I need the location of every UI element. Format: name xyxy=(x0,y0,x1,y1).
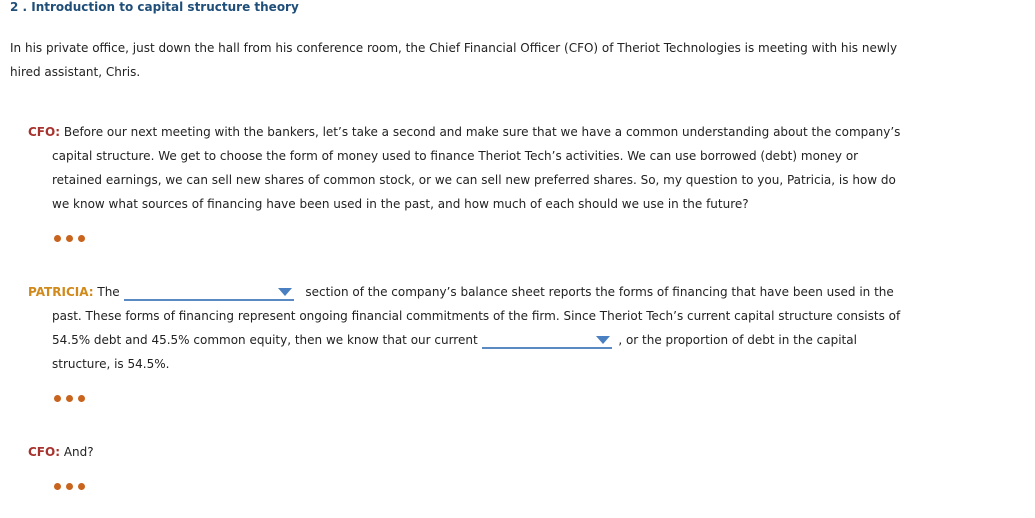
chevron-down-icon xyxy=(278,288,292,296)
balance-sheet-section-dropdown[interactable] xyxy=(124,285,294,301)
cfo-speech-2 xyxy=(28,440,918,464)
dot xyxy=(66,395,73,402)
patricia-speaker-label: PATRICIA: xyxy=(28,285,94,299)
intro-paragraph xyxy=(10,36,920,84)
capital-structure-dropdown[interactable] xyxy=(482,333,612,349)
patricia-line-4: structure, is 54.5%. xyxy=(52,357,170,371)
dot xyxy=(54,395,61,402)
page-title: 2 . Introduction to capital structure theory xyxy=(10,0,299,14)
cfo-line-1: Before our next meeting with the bankers, let’s take a second and make sure that we have a common understanding about the company’s xyxy=(63,125,901,139)
intro-line-2: hired assistant, Chris. xyxy=(10,65,141,79)
dot xyxy=(78,395,85,402)
intro-line-1: In his private office, just down the hall from his conference room, the Chief Financial Officer (CFO) of Theriot Technologies is meeting with his newly xyxy=(10,41,898,55)
continue-dots-1[interactable] xyxy=(54,235,85,242)
dot xyxy=(54,235,61,242)
cfo-reply: And? xyxy=(63,445,94,459)
dot xyxy=(66,483,73,490)
cfo-speech-1 xyxy=(28,120,918,216)
patricia-text-pre-3: 54.5% debt and 45.5% common equity, then we know that our current xyxy=(52,333,478,347)
continue-dots-2[interactable] xyxy=(54,395,85,402)
patricia-text-post-3: , or the proportion of debt in the capital xyxy=(618,333,857,347)
dot xyxy=(66,235,73,242)
patricia-speech xyxy=(28,280,918,376)
dot xyxy=(78,483,85,490)
patricia-text-pre-1: The xyxy=(97,285,120,299)
cfo-speaker-label: CFO: xyxy=(28,445,61,459)
dot xyxy=(54,483,61,490)
dot xyxy=(78,235,85,242)
patricia-text-post-1: section of the company’s balance sheet reports the forms of financing that have been used in the xyxy=(305,285,894,299)
patricia-line-3 xyxy=(28,328,918,352)
patricia-line-2: past. These forms of financing represent ongoing financial commitments of the firm. Since Theriot Tech’s current capital structure consists of xyxy=(52,309,901,323)
continue-dots-3[interactable] xyxy=(54,483,85,490)
cfo-line-2: capital structure. We get to choose the form of money used to finance Theriot Tech’s activities. We can use borrowed (debt) money or xyxy=(52,149,859,163)
cfo-line-4: we know what sources of financing have been used in the past, and how much of each should we use in the future? xyxy=(52,197,749,211)
cfo-speaker-label: CFO: xyxy=(28,125,61,139)
cfo-line-3: retained earnings, we can sell new shares of common stock, or we can sell new preferred shares. So, my question to you, Patricia, is how do xyxy=(52,173,896,187)
chevron-down-icon xyxy=(596,336,610,344)
